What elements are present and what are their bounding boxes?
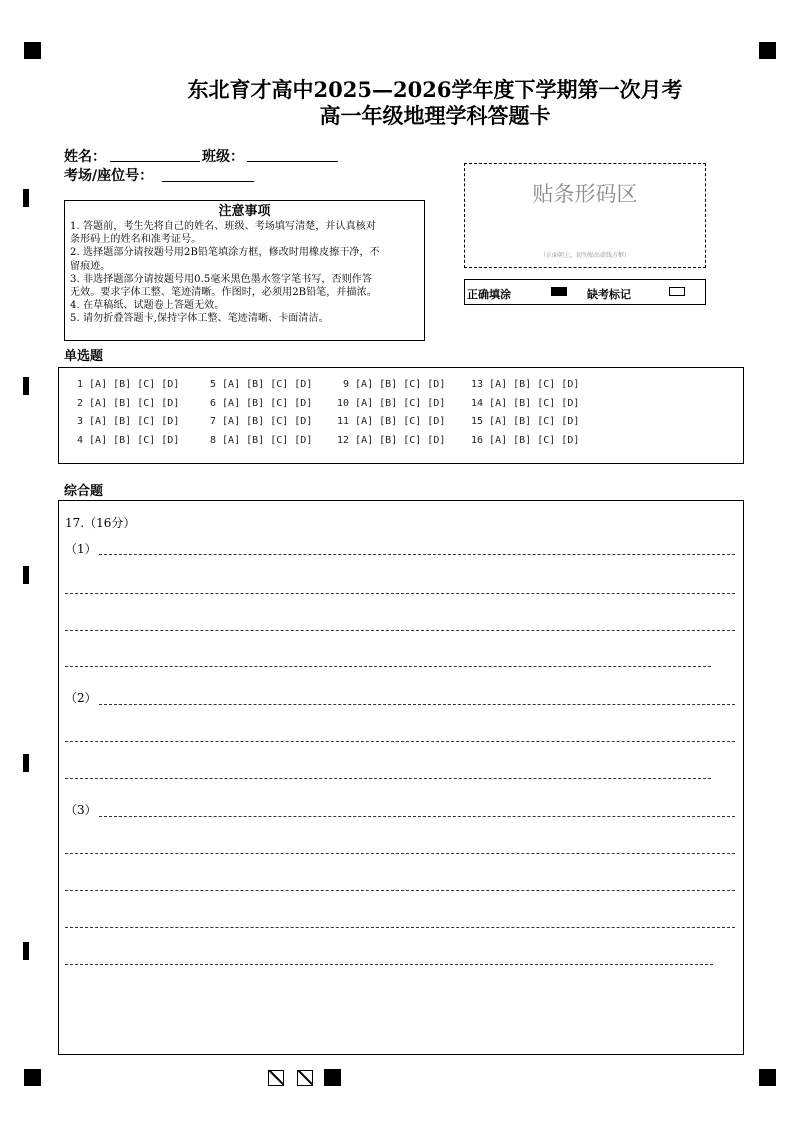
page-marker-square (324, 1069, 341, 1086)
barcode-title: 贴条形码区 (532, 182, 638, 206)
choice-row-12[interactable]: 12 [A] [B] [C] [D] (337, 435, 446, 446)
choice-row-1[interactable]: 1 [A] [B] [C] [D] (77, 379, 180, 390)
choice-row-10[interactable]: 10 [A] [B] [C] [D] (337, 398, 446, 409)
class-label: 班级： (202, 149, 244, 165)
single-choice-box (58, 367, 744, 464)
notice-line: 留痕迹。 (70, 260, 111, 272)
part-2-label: （2） (65, 691, 97, 705)
seat-field[interactable] (162, 181, 254, 182)
choice-row-16[interactable]: 16 [A] [B] [C] [D] (471, 435, 580, 446)
choice-row-6[interactable]: 6 [A] [B] [C] [D] (210, 398, 313, 409)
choice-row-14[interactable]: 14 [A] [B] [C] [D] (471, 398, 580, 409)
choice-row-11[interactable]: 11 [A] [B] [C] [D] (337, 416, 446, 427)
answer-line[interactable] (65, 630, 735, 631)
choice-row-5[interactable]: 5 [A] [B] [C] [D] (210, 379, 313, 390)
page-subtitle: 高一年级地理学科答题卡 (319, 103, 551, 128)
notice-line: 4. 在草稿纸、试题卷上答题无效。 (70, 300, 225, 312)
timing-mark (23, 942, 29, 960)
part-1-label: （1） (65, 542, 97, 556)
comprehensive-box (58, 500, 744, 1055)
absent-mark-label: 缺考标记 (587, 288, 631, 301)
name-label: 姓名： (64, 149, 106, 165)
answer-line[interactable] (65, 853, 735, 854)
notice-line: 3. 非选择题部分请按题号用0.5毫米黑色墨水签字笔书写，否则作答 (70, 273, 372, 285)
choice-row-2[interactable]: 2 [A] [B] [C] [D] (77, 398, 180, 409)
slash-box-icon (297, 1070, 313, 1086)
notice-title: 注意事项 (218, 204, 271, 219)
choice-row-8[interactable]: 8 [A] [B] [C] [D] (210, 435, 313, 446)
correct-fill-sample-icon (551, 287, 567, 296)
timing-mark (23, 566, 29, 584)
notice-line: 2. 选择题部分请按题号用2B铅笔填涂方框，修改时用橡皮擦干净，不 (70, 247, 380, 259)
answer-line[interactable] (99, 704, 735, 705)
correct-fill-label: 正确填涂 (467, 288, 511, 301)
answer-line[interactable] (65, 741, 735, 742)
fill-legend (464, 279, 706, 305)
part-3-label: （3） (65, 803, 97, 817)
answer-line[interactable] (65, 964, 713, 965)
answer-line[interactable] (65, 666, 711, 667)
notice-line: 1. 答题前，考生先将自己的姓名、班级、考场填写清楚，并认真核对 (70, 221, 376, 232)
registration-mark-bottom-right (759, 1069, 776, 1086)
registration-mark-top-right (759, 42, 776, 59)
notice-line: 条形码上的姓名和准考证号。 (70, 234, 202, 246)
question-17-label: 17.（16分） (65, 516, 136, 530)
notice-line: 无效。要求字体工整、笔迹清晰。作图时，必须用2B铅笔，并描浓。 (70, 287, 377, 299)
registration-mark-bottom-left (24, 1069, 41, 1086)
choice-row-3[interactable]: 3 [A] [B] [C] [D] (77, 416, 180, 427)
choice-row-7[interactable]: 7 [A] [B] [C] [D] (210, 416, 313, 427)
answer-line[interactable] (99, 554, 735, 555)
choice-row-4[interactable]: 4 [A] [B] [C] [D] (77, 435, 180, 446)
timing-mark (23, 377, 29, 395)
seat-label: 考场/座位号： (64, 168, 154, 184)
registration-mark-top-left (24, 42, 41, 59)
answer-line[interactable] (65, 890, 735, 891)
answer-line[interactable] (65, 778, 711, 779)
class-field[interactable] (247, 161, 338, 162)
answer-line[interactable] (99, 816, 735, 817)
name-field[interactable] (110, 161, 200, 162)
single-choice-title: 单选题 (64, 349, 104, 364)
barcode-note: （正面朝上，切勿贴出虚线方框） (539, 252, 630, 259)
notice-body (65, 220, 424, 326)
answer-line[interactable] (65, 927, 735, 928)
choice-row-15[interactable]: 15 [A] [B] [C] [D] (471, 416, 580, 427)
absent-mark-checkbox[interactable] (669, 287, 685, 296)
choice-row-9[interactable]: 9 [A] [B] [C] [D] (343, 379, 446, 390)
barcode-area (464, 163, 706, 268)
slash-box-icon (268, 1070, 284, 1086)
page-title: 东北育才高中2025—2026学年度下学期第一次月考 (187, 77, 683, 102)
choice-row-13[interactable]: 13 [A] [B] [C] [D] (471, 379, 580, 390)
notice-line: 5. 请勿折叠答题卡,保持字体工整、笔迹清晰、卡面清洁。 (70, 313, 329, 325)
comprehensive-title: 综合题 (64, 484, 104, 499)
timing-mark (23, 754, 29, 772)
timing-mark (23, 189, 29, 207)
answer-line[interactable] (65, 593, 735, 594)
notice-box (64, 200, 425, 341)
